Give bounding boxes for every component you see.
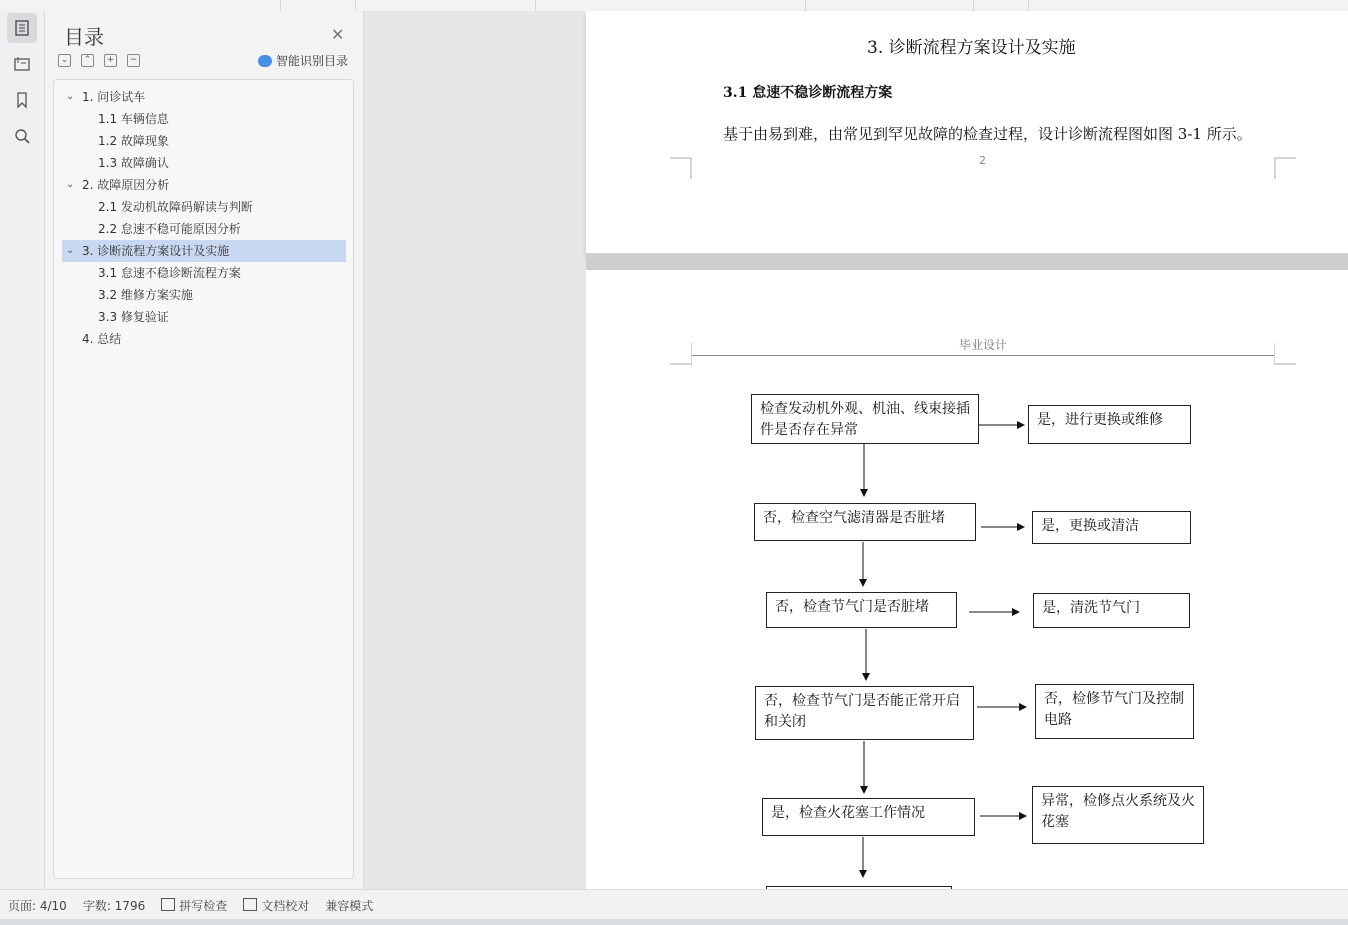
toc-item[interactable] <box>62 306 346 328</box>
remove-heading-icon[interactable]: − <box>127 54 140 67</box>
flow-step-4: 否，检查节气门是否能正常开启和关闭 <box>755 686 974 740</box>
chevron-down-icon[interactable]: ⌄ <box>66 91 75 102</box>
bottom-strip <box>0 919 1348 925</box>
page-number: 2 <box>979 154 986 167</box>
chevron-down-icon[interactable]: ⌄ <box>66 179 75 190</box>
flow-arrows <box>586 270 1348 889</box>
flow-step-2: 否，检查空气滤清器是否脏堵 <box>754 503 976 541</box>
toc-panel <box>45 11 364 889</box>
toc-panel-icon[interactable] <box>7 13 37 43</box>
checkbox-icon <box>161 898 175 911</box>
spell-check-label: 拼写检查 <box>179 898 228 913</box>
canvas-margin <box>364 11 586 889</box>
flow-result-3: 是，清洗节气门 <box>1033 593 1190 628</box>
toc-item-label: 1.1 车辆信息 <box>98 112 169 126</box>
compat-mode-label: 兼容模式 <box>325 898 374 913</box>
toc-item-label: 1.2 故障现象 <box>98 134 169 148</box>
margin-corner-mark <box>1274 157 1296 179</box>
margin-corner-mark <box>670 157 692 179</box>
toc-title: 目录 <box>64 25 104 49</box>
search-icon[interactable] <box>7 121 37 151</box>
flow-step-3: 否，检查节气门是否脏堵 <box>766 592 957 628</box>
smart-toc-label: 智能识别目录 <box>276 54 349 68</box>
toc-item[interactable] <box>62 218 346 240</box>
document-page-3 <box>586 270 1348 889</box>
toc-item-label: 4. 总结 <box>82 332 122 346</box>
expand-up-icon[interactable]: ⌃ <box>81 54 94 67</box>
toc-item-label: 3. 诊断流程方案设计及实施 <box>82 244 230 258</box>
toc-item[interactable] <box>62 240 346 262</box>
toc-list <box>53 79 354 879</box>
toc-item[interactable] <box>62 196 346 218</box>
page-indicator[interactable]: 页面: 4/10 <box>8 898 67 913</box>
toc-item[interactable] <box>62 130 346 152</box>
toc-item-label: 3.2 维修方案实施 <box>98 288 193 302</box>
chevron-down-icon[interactable]: ⌄ <box>66 245 75 256</box>
subsection-heading: 3.1 怠速不稳诊断流程方案 <box>723 85 893 101</box>
toc-item[interactable] <box>62 152 346 174</box>
toc-item[interactable] <box>62 86 346 108</box>
ai-icon <box>258 55 272 67</box>
toc-item[interactable] <box>62 284 346 306</box>
toc-item-label: 1. 问诊试车 <box>82 90 146 104</box>
status-bar <box>0 889 1348 920</box>
page-gap <box>586 253 1348 270</box>
flow-result-4: 否，检修节气门及控制电路 <box>1035 684 1194 739</box>
toc-item-label: 1.3 故障确认 <box>98 156 169 170</box>
toc-item[interactable] <box>62 262 346 284</box>
flow-result-2: 是，更换或清洁 <box>1032 511 1191 544</box>
toc-item-label: 2.2 怠速不稳可能原因分析 <box>98 222 241 236</box>
close-icon[interactable]: ✕ <box>331 25 345 44</box>
word-count[interactable]: 字数: 1796 <box>82 898 146 913</box>
page-header-text: 毕业设计 <box>959 338 1008 352</box>
toc-item-label: 3.1 怠速不稳诊断流程方案 <box>98 266 241 280</box>
proofread-label: 文档校对 <box>261 898 310 913</box>
toc-item[interactable] <box>62 174 346 196</box>
document-page-2 <box>586 11 1348 253</box>
section-heading: 3. 诊断流程方案设计及实施 <box>867 38 1076 58</box>
bookmark-icon[interactable] <box>7 85 37 115</box>
toc-item-label: 3.3 修复验证 <box>98 310 169 324</box>
collapse-all-icon[interactable]: ⌄ <box>58 54 71 67</box>
flow-result-1: 是，进行更换或维修 <box>1028 405 1191 444</box>
toc-toolbar <box>58 54 140 67</box>
flow-step-1: 检查发动机外观、机油、线束接插件是否存在异常 <box>751 394 979 444</box>
toc-item-label: 2.1 发动机故障码解读与判断 <box>98 200 253 214</box>
proofread-icon <box>243 898 257 911</box>
body-paragraph: 基于由易到难，由常见到罕见故障的检查过程，设计诊断流程图如图 3-1 所示。 <box>723 125 1252 143</box>
add-heading-icon[interactable]: + <box>104 54 117 67</box>
proofread-button[interactable] <box>235 897 317 914</box>
smart-toc-button[interactable] <box>258 52 348 69</box>
spell-check-button[interactable] <box>153 897 235 914</box>
outline-icon[interactable] <box>7 49 37 79</box>
flow-step-5: 是，检查火花塞工作情况 <box>762 798 975 836</box>
toc-item-label: 2. 故障原因分析 <box>82 178 170 192</box>
left-icon-bar <box>0 11 45 889</box>
toc-item[interactable] <box>62 328 346 350</box>
toc-item[interactable] <box>62 108 346 130</box>
flow-result-5: 异常，检修点火系统及火花塞 <box>1032 786 1204 844</box>
